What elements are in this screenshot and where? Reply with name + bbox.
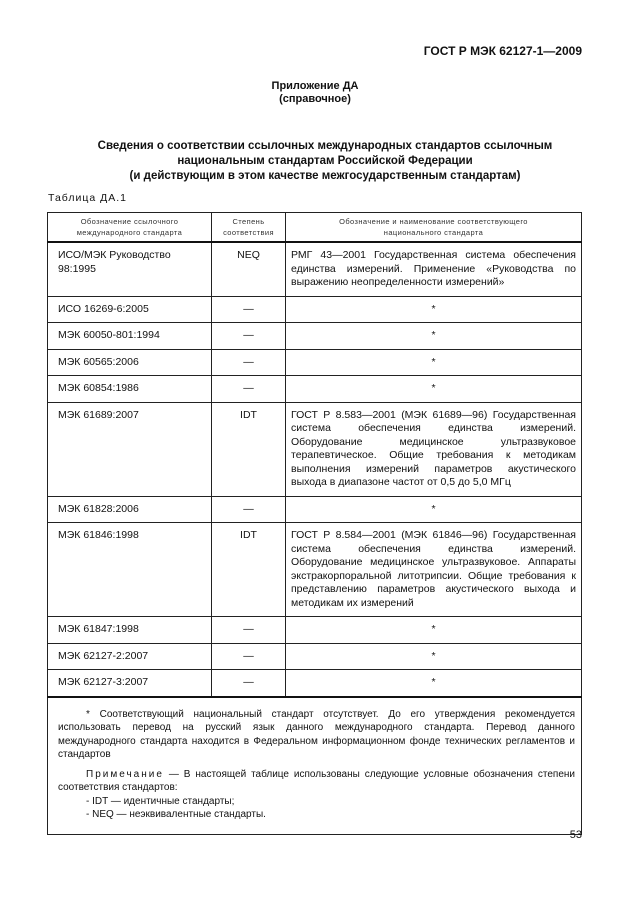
table-label: Таблица ДА.1 [48,192,127,204]
table-row [48,349,582,376]
cell-reference: МЭК 62127-2:2007 [48,643,212,670]
footnote: * Соответствующий национальный стандарт отсутствует. До его утверждения рекомендуется использовать перевод на русский язык данного международного стандарта. Перевод данного международного стандарта находится в Федеральном информационном фонде технических регламентов и стандартов [58,708,575,760]
cell-degree: — [212,617,286,644]
note [58,768,575,795]
table-row [48,670,582,697]
cell-degree: IDT [212,402,286,496]
cell-reference: МЭК 61828:2006 [48,496,212,523]
column-header-degree-line-2: соответствия [223,228,274,237]
cell-national: * [286,323,582,350]
cell-reference: МЭК 61846:1998 [48,523,212,617]
appendix-title: Приложение ДА [271,80,359,92]
cell-reference: МЭК 60565:2006 [48,349,212,376]
note-label: Примечание [86,768,164,780]
note-item-neq: - NEQ — неэквивалентные стандарты. [86,809,266,820]
appendix-heading [0,80,630,106]
cell-reference: МЭК 61689:2007 [48,402,212,496]
cell-degree: — [212,323,286,350]
table-row [48,496,582,523]
appendix-subtitle: (справочное) [279,93,351,105]
column-header-national-line-1: Обозначение и наименование соответствующего [339,217,528,226]
cell-national: РМГ 43—2001 Государственная система обеспечения единства измерений. Применение «Руководства по выражению неопределенности измерений» [286,242,582,296]
cell-reference: МЭК 60854:1986 [48,376,212,403]
cell-degree: — [212,670,286,697]
cell-national: ГОСТ Р 8.584—2001 (МЭК 61846—96) Государственная система обеспечения единства измерений. Оборудование медицинское ультразвуковое. Аппараты экстракорпоральной литотрипсии. Общие требования к представлению параметров акустического выхода и методикам их измерений [286,523,582,617]
cell-degree: — [212,643,286,670]
notes-row [48,697,582,835]
cell-national: * [286,670,582,697]
table-row [48,617,582,644]
section-title-line-2: национальным стандартам Российской Федерации [177,155,473,167]
cell-reference: ИСО 16269-6:2005 [48,296,212,323]
cell-degree: — [212,349,286,376]
column-header-degree-line-1: Степень [232,217,265,226]
cell-degree: IDT [212,523,286,617]
cell-reference: МЭК 62127-3:2007 [48,670,212,697]
table-row [48,376,582,403]
cell-national: * [286,349,582,376]
page-number: 53 [569,829,582,841]
column-header-reference-line-1: Обозначение ссылочного [80,217,179,226]
table-row [48,242,582,296]
cell-reference: МЭК 60050-801:1994 [48,323,212,350]
cell-national: * [286,376,582,403]
cell-degree: — [212,376,286,403]
cell-degree: — [212,496,286,523]
table-notes [48,697,582,835]
note-text: — В настоящей таблице использованы следующие условные обозначения степени соответствия стандартов: [58,768,576,793]
column-header-national [286,213,582,243]
cell-national: * [286,643,582,670]
standards-table [47,212,582,835]
cell-degree: — [212,296,286,323]
cell-national: * [286,496,582,523]
table-row [48,296,582,323]
table-header-row [48,213,582,243]
document-id: ГОСТ Р МЭК 62127-1—2009 [423,44,582,58]
cell-degree: NEQ [212,242,286,296]
cell-reference: ИСО/МЭК Руководство 98:1995 [48,242,212,296]
column-header-reference-line-2: международного стандарта [76,228,183,237]
table-row [48,643,582,670]
cell-reference: МЭК 61847:1998 [48,617,212,644]
section-title [60,139,590,184]
column-header-degree [212,213,286,243]
column-header-reference [48,213,212,243]
section-title-line-1: Сведения о соответствии ссылочных международных стандартов ссылочным [97,140,553,152]
cell-national: ГОСТ Р 8.583—2001 (МЭК 61689—96) Государственная система обеспечения единства измерений. Оборудование медицинское ультразвуковое терапевтическое. Общие требования к методикам выполнения измерений параметров акустического выхода в диапазоне частот от 0,5 до 5,0 МГц [286,402,582,496]
table-row [48,323,582,350]
section-title-line-3: (и действующим в этом качестве межгосударственным стандартам) [129,170,521,182]
cell-national: * [286,296,582,323]
column-header-national-line-2: национального стандарта [383,228,484,237]
note-item-idt: - IDT — идентичные стандарты; [86,795,235,807]
table-row [48,523,582,617]
cell-national: * [286,617,582,644]
table-row [48,402,582,496]
